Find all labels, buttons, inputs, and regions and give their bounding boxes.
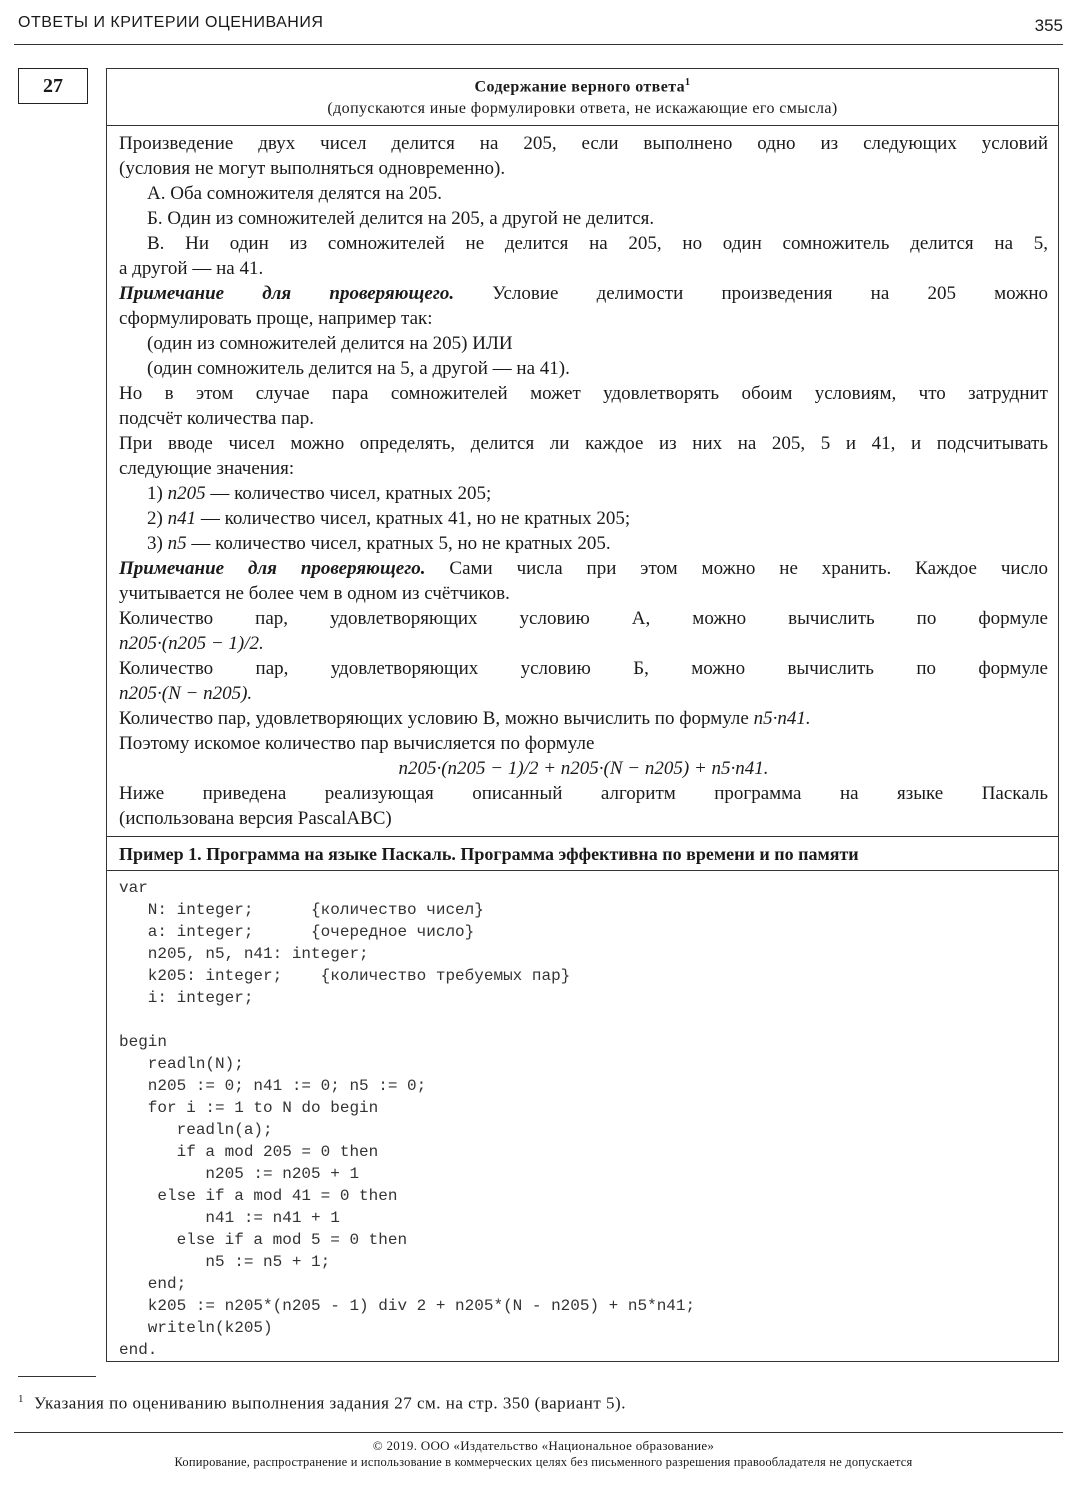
code-line: n5 := n5 + 1; [119,1253,331,1271]
formula-a: n205·(n205 − 1)/2. [119,633,264,654]
copyright-notice: Копирование, распространение и использование в коммерческих целях без письменного разрешения правообладателя не допускается [174,1455,913,1469]
code-line: k205 := n205*(n205 - 1) div 2 + n205*(N - n205) + n5*n41; [119,1297,696,1315]
footnote-mark: 1 [18,1393,24,1405]
formula-c-line: Количество пар, удовлетворяющих условию В, можно вычислить по формуле n5·n41. [119,708,811,729]
condition-a: А. Оба сомножителя делятся на 205. [147,183,442,204]
list-item: 2) n41 — количество чисел, кратных 41, но не кратных 205; [147,508,631,529]
answer-header-title: Содержание верного ответа$^1$ [474,77,691,96]
code-line: for i := 1 to N do begin [119,1099,379,1117]
code-line: if a mod 205 = 0 then [119,1143,379,1161]
copyright-line: © 2019. ООО «Издательство «Национальное образование» [372,1438,715,1453]
paragraph-line: Поэтому искомое количество пар вычисляется по формуле [119,733,595,754]
answer-header-subtitle: (допускаются иные формулировки ответа, не искажающие его смысла) [327,100,838,117]
reviewer-note: Примечание для проверяющего. Условие делимости произведения на 205 можно [119,283,1048,304]
paragraph-line: Количество пар, удовлетворяющих условию А, можно вычислить по формуле [119,608,1048,629]
footnote-divider [18,1376,96,1377]
paragraph-line: следующие значения: [119,458,295,479]
answer-frame [106,68,1059,1362]
code-line: k205: integer; {количество требуемых пар} [119,967,571,985]
code-line: end; [119,1275,187,1293]
code-line: N: integer; {количество чисел} [119,901,484,919]
footnote: $^1$ Указания по оцениванию выполнения задания 27 см. на стр. 350 (вариант 5). [18,1393,626,1413]
list-item: 3) n5 — количество чисел, кратных 5, но не кратных 205. [147,533,611,554]
header-divider [14,44,1063,45]
footnote-ref: 1 [685,77,691,88]
condition-c: В. Ни один из сомножителей не делится на 205, но один сомножитель делится на 5, [147,233,1048,254]
paragraph-line: Произведение двух чисел делится на 205, если выполнено одно из следующих условий [119,133,1048,154]
total-formula: n205·(n205 − 1)/2 + n205·(N − n205) + n5·n41. [398,758,769,779]
code-line: writeln(k205) [119,1319,273,1337]
paragraph-line: При вводе чисел можно определять, делится ли каждое из них на 205, 5 и 41, и подсчитывать [119,433,1048,454]
code-line: var [119,879,148,897]
paragraph-line: Ниже приведена реализующая описанный алгоритм программа на языке Паскаль [119,783,1048,804]
code-line: readln(a); [119,1121,273,1139]
paragraph-line: сформулировать проще, например так: [119,308,433,329]
task-number: 27 [18,68,88,104]
reviewer-note: Примечание для проверяющего. Сами числа при этом можно не хранить. Каждое число [119,558,1049,579]
code-line: else if a mod 5 = 0 then [119,1231,408,1249]
paragraph-line: Количество пар, удовлетворяющих условию Б, можно вычислить по формуле [119,658,1048,679]
code-line: n41 := n41 + 1 [119,1209,340,1227]
code-line: readln(N); [119,1055,244,1073]
condition-c-continued: а другой — на 41. [119,258,264,279]
alternative-condition: (один сомножитель делится на 5, а другой — на 41). [147,358,570,379]
note-label: Примечание для проверяющего. [119,283,455,304]
formula-c: n5·n41. [753,708,811,729]
running-header: ОТВЕТЫ И КРИТЕРИИ ОЦЕНИВАНИЯ [18,14,324,31]
formula-b: n205·(N − n205). [119,683,253,704]
note-label: Примечание для проверяющего. [119,558,426,579]
condition-b: Б. Один из сомножителей делится на 205, а другой не делится. [147,208,655,229]
code-line: a: integer; {очередное число} [119,923,475,941]
example-title: Пример 1. Программа на языке Паскаль. Программа эффективна по времени и по памяти [107,836,1058,871]
answer-header [107,69,1058,126]
alternative-condition: (один из сомножителей делится на 205) ИЛИ [147,333,513,354]
code-line: begin [119,1033,168,1051]
paragraph-line: (использована версия PascalABC) [119,808,392,829]
list-item: 1) n205 — количество чисел, кратных 205; [147,483,492,504]
paragraph-line: подсчёт количества пар. [119,408,315,429]
page-number: 355 [1034,16,1063,35]
code-line: n205, n5, n41: integer; [119,945,369,963]
code-line: n205 := n205 + 1 [119,1165,360,1183]
code-line: else if a mod 41 = 0 then [119,1187,398,1205]
code-line: n205 := 0; n41 := 0; n5 := 0; [119,1077,427,1095]
paragraph-line: Но в этом случае пара сомножителей может удовлетворять обоим условиям, что затруднит [119,383,1048,404]
footer-divider [14,1432,1063,1433]
code-line: end. [119,1341,158,1359]
code-line: i: integer; [119,989,254,1007]
paragraph-line: учитывается не более чем в одном из счётчиков. [119,583,510,604]
paragraph-line: (условия не могут выполняться одновременно). [119,158,506,179]
